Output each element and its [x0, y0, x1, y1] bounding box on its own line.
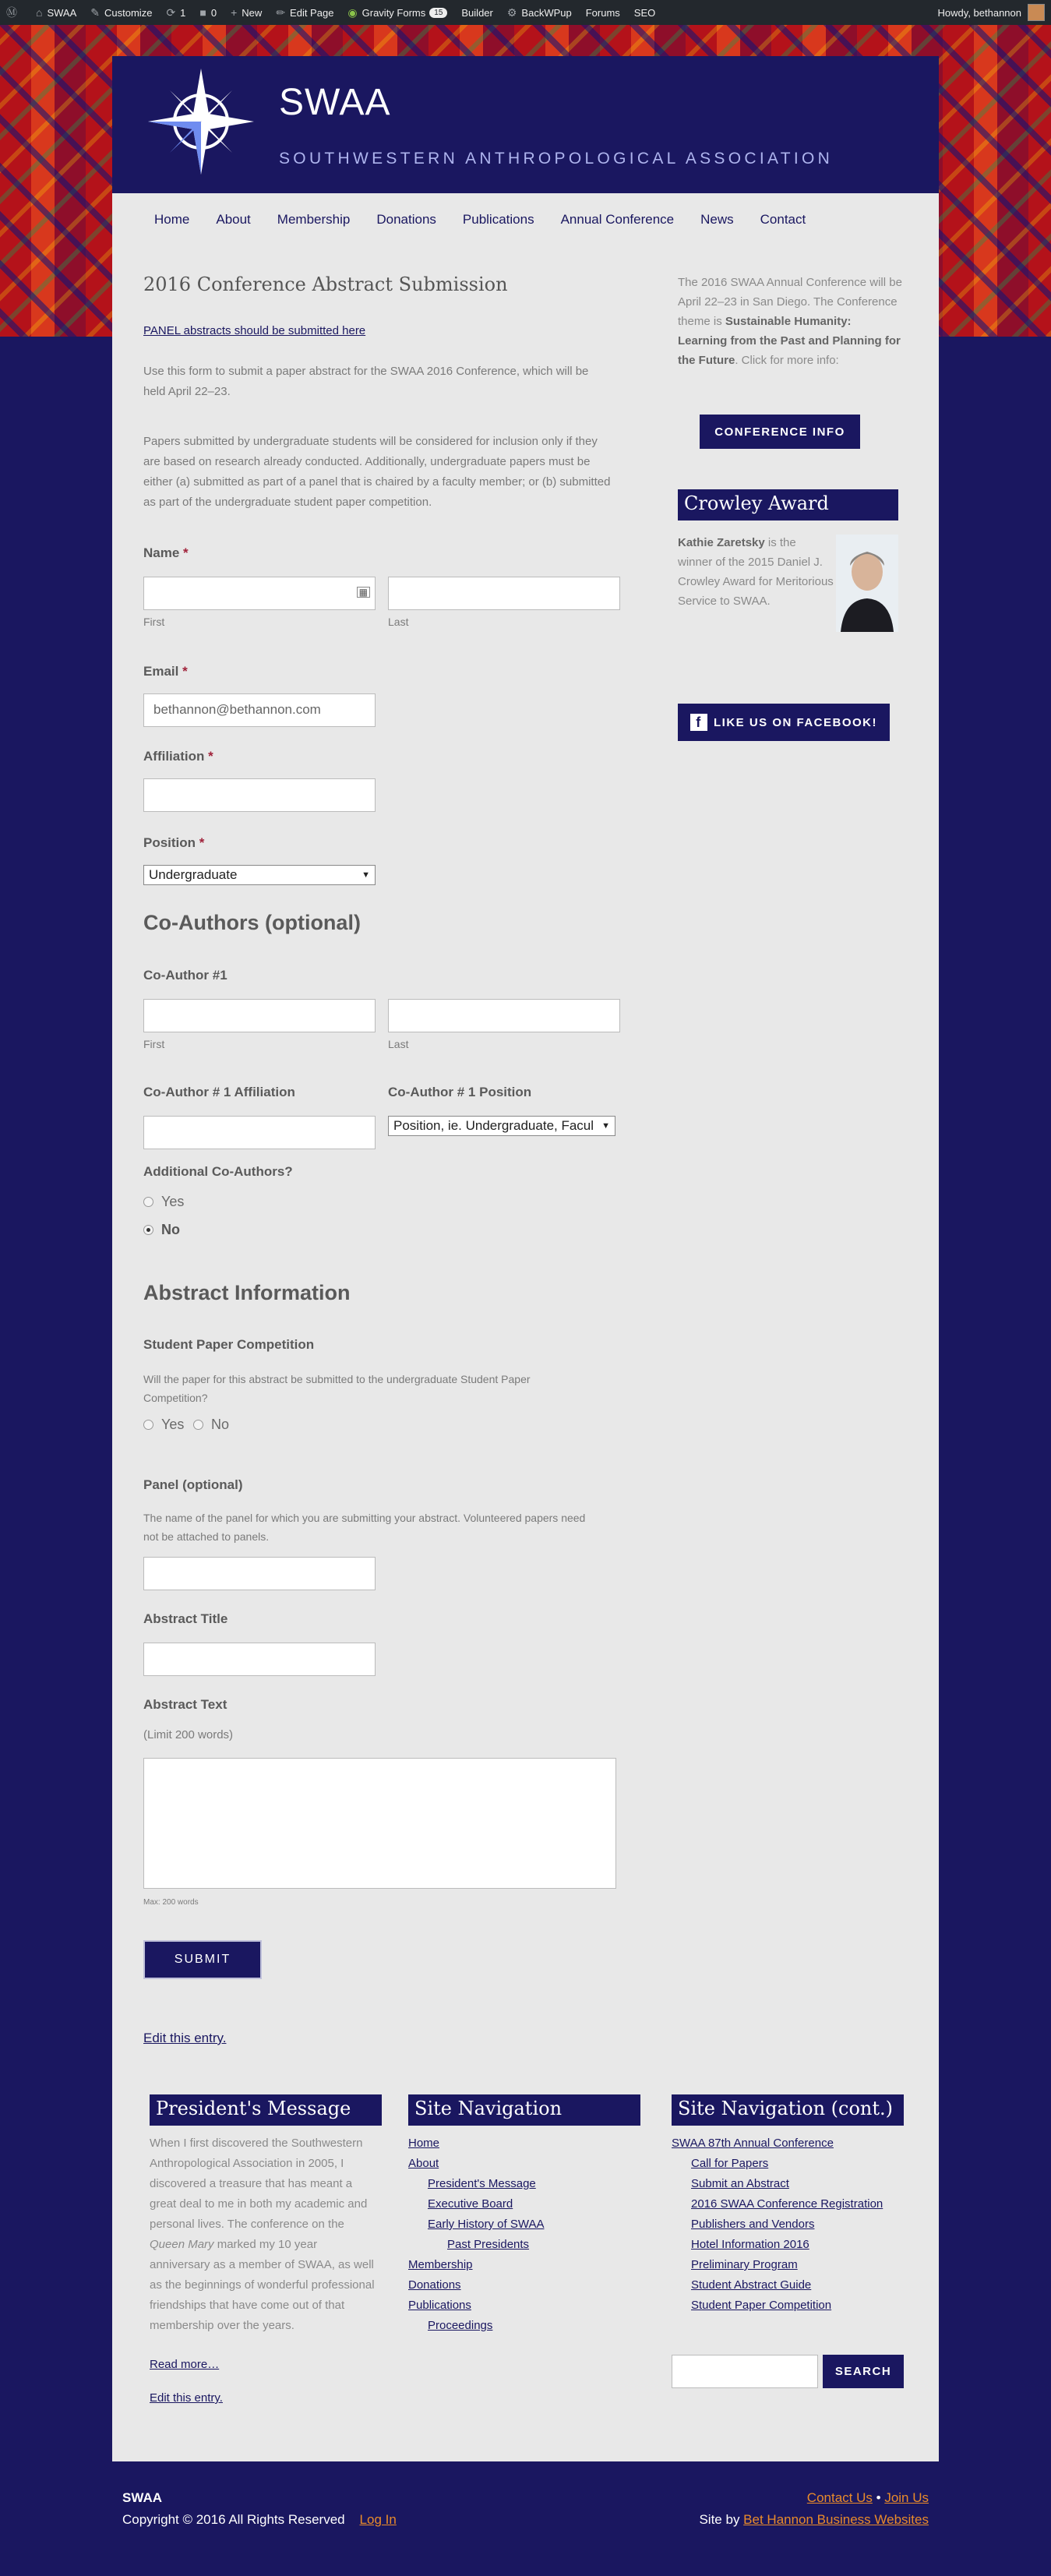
- search-button[interactable]: SEARCH: [823, 2355, 904, 2388]
- wordpress-icon: Ⓜ: [6, 6, 17, 19]
- footer-nav-early-history[interactable]: Early History of SWAA: [428, 2218, 545, 2231]
- footer-nav-annual-conference[interactable]: SWAA 87th Annual Conference: [672, 2137, 834, 2150]
- abstract-text-label: Abstract Text: [143, 1697, 227, 1712]
- award-winner-photo: [836, 535, 898, 632]
- radio-icon: [143, 1197, 153, 1207]
- footer-nav-presidents-message[interactable]: President's Message: [428, 2177, 536, 2190]
- abstract-title-label: Abstract Title: [143, 1611, 228, 1626]
- updates-icon: ⟳: [166, 5, 176, 19]
- president-message-title: President's Message: [150, 2094, 382, 2126]
- abstract-textarea[interactable]: [143, 1758, 616, 1889]
- site-header: [112, 56, 939, 193]
- panel-desc: The name of the panel for which you are submitting your abstract. Volunteered papers need not be attached to panels.: [143, 1512, 586, 1543]
- admin-new[interactable]: + New: [231, 6, 263, 19]
- nav-publications[interactable]: Publications: [462, 212, 534, 227]
- footer-nav-donations[interactable]: Donations: [408, 2278, 461, 2292]
- plus-icon: +: [231, 6, 238, 19]
- howdy-text: Howdy, bethannon: [937, 6, 1021, 19]
- admin-updates[interactable]: ⟳ 1: [166, 5, 186, 19]
- abstract-title-input[interactable]: [143, 1643, 376, 1676]
- footer-nav-hotel[interactable]: Hotel Information 2016: [691, 2238, 809, 2251]
- coauthor1-label: Co-Author #1: [143, 968, 227, 983]
- wordpress-menu[interactable]: [6, 5, 22, 20]
- president-message-text: When I first discovered the Southwestern Anthropological Association in 2005, I discovered a treasure that has meant a great deal to me in both my academic and personal lives. The conference on the Queen Mary marked my 10 year anniversary as a member of SWAA, as well as the beginnings of wonderful professional friendships that have come out of that membership over the years.: [150, 2137, 375, 2332]
- site-title[interactable]: SWAA: [279, 82, 391, 123]
- radio-icon: [193, 1420, 203, 1430]
- conference-blurb: The 2016 SWAA Annual Conference will be April 22–23 in San Diego. The Conference theme is Sustainable Humanity: Learning from the Past and Planning for the Future. Click for more info:: [678, 276, 902, 367]
- avatar: [1028, 4, 1045, 21]
- gravity-forms-icon: ◉: [347, 5, 358, 19]
- admin-edit-page[interactable]: ✏ Edit Page: [276, 5, 334, 19]
- additional-no-radio[interactable]: No: [143, 1222, 180, 1238]
- conference-info-button[interactable]: CONFERENCE INFO: [700, 415, 860, 449]
- site-navigation-widget: [408, 2094, 642, 2336]
- radio-icon: [143, 1420, 153, 1430]
- read-more-link[interactable]: Read more…: [150, 2358, 220, 2371]
- coauthor-last-sublabel: Last: [388, 1038, 409, 1050]
- coauthor-affiliation-input[interactable]: [143, 1116, 376, 1149]
- crowley-award-text: Kathie Zaretsky is the winner of the 2015 Daniel J. Crowley Award for Meritorious Service to SWAA.: [678, 536, 834, 608]
- site-navigation-cont-list: [672, 2133, 905, 2316]
- additional-yes-radio[interactable]: Yes: [143, 1194, 184, 1210]
- facebook-icon: f: [690, 714, 707, 731]
- footer-nav-call-for-papers[interactable]: Call for Papers: [691, 2157, 769, 2170]
- email-field[interactable]: bethannon@bethannon.com: [143, 693, 376, 727]
- max-words-note: Max: 200 words: [143, 1898, 199, 1907]
- nav-donations[interactable]: Donations: [376, 212, 436, 227]
- site-navigation-cont-title: Site Navigation (cont.): [672, 2094, 904, 2126]
- dropdown-caret-icon: ▼: [601, 1121, 610, 1131]
- content-panel: [112, 246, 939, 2461]
- home-icon: ⌂: [36, 6, 43, 19]
- coauthor-first-sublabel: First: [143, 1038, 165, 1050]
- search-input[interactable]: [672, 2355, 818, 2388]
- word-limit-note: (Limit 200 words): [143, 1728, 234, 1741]
- coauthor-last-input[interactable]: [388, 999, 620, 1032]
- coauthors-heading: Co-Authors (optional): [143, 911, 361, 934]
- pencil-icon: ✏: [276, 5, 286, 19]
- footer-nav-about[interactable]: About: [408, 2157, 439, 2170]
- affiliation-input[interactable]: [143, 778, 376, 812]
- footer-nav-student-paper-competition[interactable]: Student Paper Competition: [691, 2299, 832, 2312]
- footer-nav-proceedings[interactable]: Proceedings: [428, 2319, 493, 2332]
- footer-copyright: Copyright © 2016 All Rights Reserved Log In: [122, 2512, 397, 2527]
- autofill-icon[interactable]: ▦: [357, 587, 370, 598]
- last-sublabel: Last: [388, 616, 409, 628]
- comment-icon: ■: [199, 6, 206, 19]
- position-label: Position *: [143, 835, 205, 850]
- additional-coauthors-label: Additional Co-Authors?: [143, 1164, 293, 1179]
- undergrad-note: Papers submitted by undergraduate students will be considered for inclusion only if they are based on research already conducted. Additionally, undergraduate papers must be either (a) submitted as part of a panel that is chaired by a faculty member; or (b) submitted as part of the undergraduate student paper competition.: [143, 435, 611, 509]
- admin-forums[interactable]: Forums: [585, 6, 620, 19]
- gravity-forms-count: 15: [429, 8, 447, 18]
- submit-button[interactable]: SUBMIT: [143, 1940, 262, 1979]
- radio-selected-icon: [143, 1225, 153, 1235]
- login-link[interactable]: Log In: [359, 2512, 397, 2527]
- nav-about[interactable]: About: [216, 212, 251, 227]
- abstract-info-heading: Abstract Information: [143, 1281, 351, 1304]
- intro-text: Use this form to submit a paper abstract for the SWAA 2016 Conference, which will be held April 22–23.: [143, 365, 589, 398]
- dropdown-caret-icon: ▼: [362, 870, 370, 880]
- position-select[interactable]: Undergraduate ▼: [143, 865, 376, 885]
- first-sublabel: First: [143, 616, 165, 628]
- credit-link[interactable]: Bet Hannon Business Websites: [743, 2512, 929, 2527]
- footer-nav-publications[interactable]: Publications: [408, 2299, 471, 2312]
- affiliation-label: Affiliation *: [143, 749, 213, 764]
- admin-account[interactable]: [938, 4, 1045, 21]
- contact-us-link[interactable]: Contact Us: [806, 2490, 873, 2505]
- footer-nav-submit-abstract[interactable]: Submit an Abstract: [691, 2177, 789, 2190]
- footer-contact-links: Contact Us • Join Us: [806, 2490, 929, 2505]
- admin-gravity-forms[interactable]: ◉ Gravity Forms 15: [347, 6, 447, 19]
- main-nav: [112, 193, 939, 246]
- footer-nav-home[interactable]: Home: [408, 2137, 440, 2150]
- admin-seo[interactable]: SEO: [633, 6, 656, 19]
- panel-abstract-link[interactable]: PANEL abstracts should be submitted here: [143, 324, 366, 337]
- footer-nav-past-presidents[interactable]: Past Presidents: [447, 2238, 530, 2251]
- nav-home[interactable]: Home: [154, 212, 190, 227]
- site-footer: [0, 2461, 1051, 2576]
- admin-backwpup[interactable]: ⚙ BackWPup: [506, 5, 572, 19]
- footer-nav-student-abstract-guide[interactable]: Student Abstract Guide: [691, 2278, 812, 2292]
- footer-credit: Site by Bet Hannon Business Websites: [699, 2512, 929, 2527]
- edit-entry-link[interactable]: Edit this entry.: [143, 2031, 227, 2045]
- coauthor-affiliation-label: Co-Author # 1 Affiliation: [143, 1085, 295, 1099]
- join-us-link[interactable]: Join Us: [884, 2490, 929, 2505]
- facebook-button[interactable]: f LIKE US ON FACEBOOK!: [678, 704, 890, 741]
- backwpup-icon: ⚙: [506, 5, 517, 19]
- student-no-radio[interactable]: No: [193, 1417, 229, 1433]
- email-label: Email *: [143, 664, 188, 679]
- nav-annual-conference[interactable]: Annual Conference: [560, 212, 675, 227]
- footer-nav-publishers[interactable]: Publishers and Vendors: [691, 2218, 815, 2231]
- footer-site-name: SWAA: [122, 2490, 162, 2505]
- first-name-input[interactable]: [143, 577, 376, 610]
- admin-customize[interactable]: ✎ Customize: [90, 5, 153, 19]
- coauthor-first-input[interactable]: [143, 999, 376, 1032]
- admin-builder[interactable]: Builder: [461, 6, 493, 19]
- nav-contact[interactable]: Contact: [760, 212, 806, 227]
- page-title: 2016 Conference Abstract Submission: [143, 273, 508, 295]
- admin-bar: [0, 0, 1051, 25]
- footer-nav-preliminary-program[interactable]: Preliminary Program: [691, 2258, 798, 2271]
- footer-nav-membership[interactable]: Membership: [408, 2258, 473, 2271]
- compass-star-logo[interactable]: [146, 67, 256, 176]
- nav-membership[interactable]: Membership: [277, 212, 351, 227]
- president-message-widget: [150, 2094, 383, 2405]
- last-name-input[interactable]: [388, 577, 620, 610]
- student-competition-desc: Will the paper for this abstract be submitted to the undergraduate Student Paper Competition?: [143, 1373, 531, 1404]
- student-competition-label: Student Paper Competition: [143, 1337, 315, 1352]
- site-navigation-title: Site Navigation: [408, 2094, 640, 2126]
- panel-label: Panel (optional): [143, 1477, 243, 1492]
- site-navigation-cont-widget: [672, 2094, 905, 2388]
- name-label: Name *: [143, 545, 189, 560]
- footer-edit-entry-link[interactable]: Edit this entry.: [150, 2391, 223, 2405]
- crowley-award-title: Crowley Award: [678, 489, 898, 520]
- site-tagline: SOUTHWESTERN ANTHROPOLOGICAL ASSOCIATION: [279, 150, 834, 168]
- brush-icon: ✎: [90, 5, 101, 19]
- nav-news[interactable]: News: [700, 212, 734, 227]
- coauthor-position-select[interactable]: Position, ie. Undergraduate, Facul ▼: [388, 1116, 615, 1136]
- admin-comments[interactable]: ■ 0: [199, 6, 217, 19]
- coauthor-position-label: Co-Author # 1 Position: [388, 1085, 532, 1099]
- student-yes-radio[interactable]: Yes: [143, 1417, 184, 1433]
- panel-input[interactable]: [143, 1557, 376, 1590]
- site-navigation-list: [408, 2133, 642, 2336]
- admin-site-link[interactable]: ⌂ SWAA: [36, 6, 77, 19]
- footer-nav-executive-board[interactable]: Executive Board: [428, 2197, 513, 2211]
- footer-nav-registration[interactable]: 2016 SWAA Conference Registration: [691, 2197, 883, 2211]
